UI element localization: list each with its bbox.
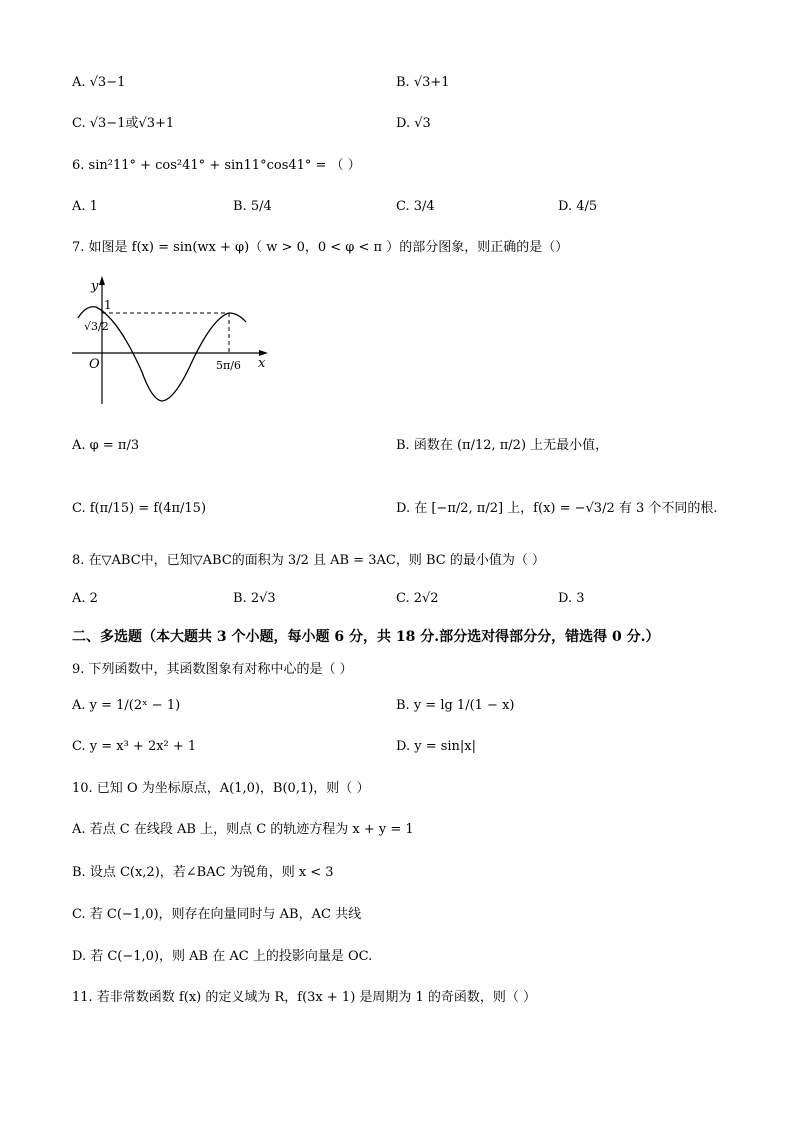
q5-option-b: B. √3+1 (396, 75, 450, 90)
q8-stem: 8. 在▽ABC中，已知▽ABC的面积为 3/2 且 AB = 3AC，则 BC 的最小值为（ ） (72, 553, 545, 568)
q9-stem: 9. 下列函数中，其函数图象有对称中心的是（ ） (72, 662, 353, 677)
graph-y-arrow (99, 276, 105, 285)
q8-option-d: D. 3 (558, 591, 585, 606)
q8-option-c: C. 2√2 (396, 591, 439, 606)
q9-option-d: D. y = sin|x| (396, 739, 477, 754)
graph-tick-5pi-6: 5π/6 (216, 359, 241, 372)
q6-option-a: A. 1 (72, 199, 98, 214)
section-2-heading: 二、多选题（本大题共 3 个小题，每小题 6 分，共 18 分.部分选对得部分分，错选得 0 分.） (72, 629, 660, 645)
q7-option-d: D. 在 [−π/2, π/2] 上，f(x) = −√3/2 有 3 个不同的根. (396, 501, 718, 516)
q10-option-d: D. 若 C(−1,0)，则 AB 在 AC 上的投影向量是 OC. (72, 949, 373, 964)
q10-option-b: B. 设点 C(x,2)，若∠BAC 为锐角，则 x < 3 (72, 865, 334, 880)
q6-option-c: C. 3/4 (396, 199, 435, 214)
q7-option-a: A. φ = π/3 (72, 438, 140, 453)
q9-option-c: C. y = x³ + 2x² + 1 (72, 739, 197, 754)
graph-y-label: y (91, 279, 99, 294)
q7-option-c: C. f(π/15) = f(4π/15) (72, 501, 207, 516)
q6-option-b: B. 5/4 (233, 199, 272, 214)
graph-tick-sqrt3-2: √3/2 (84, 320, 109, 333)
graph-origin-label: O (89, 357, 100, 372)
q9-option-b: B. y = lg 1/(1 − x) (396, 698, 515, 713)
q5-option-c: C. √3−1或√3+1 (72, 116, 175, 131)
q10-option-c: C. 若 C(−1,0)，则存在向量同时与 AB，AC 共线 (72, 907, 362, 922)
q6-stem: 6. sin²11° + cos²41° + sin11°cos41° = （ ） (72, 158, 361, 173)
graph-x-label: x (258, 356, 266, 371)
q10-option-a: A. 若点 C 在线段 AB 上，则点 C 的轨迹方程为 x + y = 1 (72, 822, 414, 837)
q10-stem: 10. 已知 O 为坐标原点，A(1,0)，B(0,1)，则（ ） (72, 781, 370, 796)
q8-option-b: B. 2√3 (233, 591, 276, 606)
q7-stem: 7. 如图是 f(x) = sin(wx + φ)（ w > 0，0 < φ < π ）的部分图象，则正确的是（） (72, 240, 569, 255)
q6-option-d: D. 4/5 (558, 199, 598, 214)
q5-option-a: A. √3−1 (72, 75, 126, 90)
q5-option-d: D. √3 (396, 116, 431, 131)
q11-stem: 11. 若非常数函数 f(x) 的定义域为 R，f(3x + 1) 是周期为 1 的奇函数，则（ ） (72, 990, 537, 1005)
q7-option-b: B. 函数在 (π/12, π/2) 上无最小值， (396, 438, 609, 453)
q9-option-a: A. y = 1/(2ˣ − 1) (72, 698, 181, 713)
graph-tick-1: 1 (104, 298, 112, 312)
q8-option-a: A. 2 (72, 591, 98, 606)
